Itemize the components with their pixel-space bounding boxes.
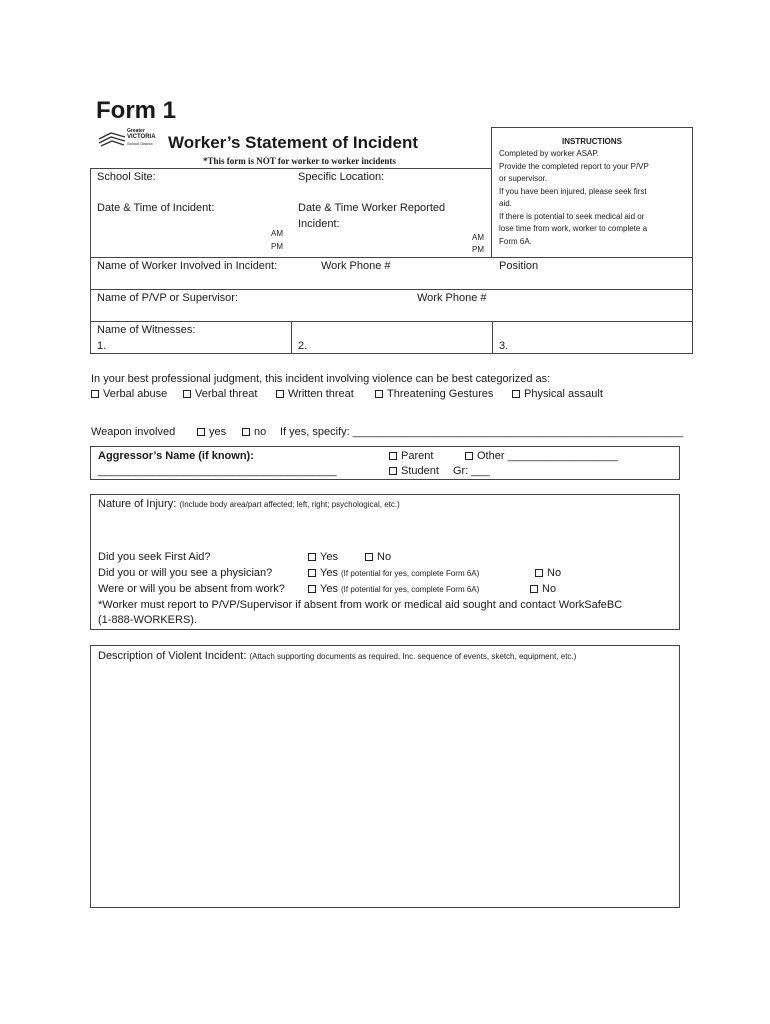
checkbox-label: No (547, 567, 562, 579)
instruction-line: lose time from work, worker to complete a (499, 224, 648, 233)
physical-assault-checkbox[interactable] (512, 388, 603, 401)
grid-line (692, 257, 693, 354)
grid-line (291, 321, 292, 353)
checkbox-icon (308, 553, 316, 561)
verbal-threat-checkbox[interactable] (183, 388, 257, 401)
aggressor-other-checkbox[interactable] (465, 450, 618, 463)
description-field (98, 650, 576, 663)
absent-yes-checkbox[interactable] (308, 583, 479, 596)
checkbox-label: No (377, 551, 392, 563)
checkbox-label: Physical assault (524, 388, 603, 400)
checkbox-icon (375, 390, 383, 398)
weapon-yes-checkbox[interactable] (197, 426, 226, 439)
instruction-line: If you have been injured, please seek first (499, 186, 647, 196)
checkbox-icon (308, 585, 316, 593)
pm-label: PM (271, 242, 283, 251)
specific-location-field[interactable]: Specific Location: (298, 171, 385, 183)
logo-line1: Greater (127, 128, 145, 134)
written-threat-checkbox[interactable] (276, 388, 354, 401)
instructions-text (492, 147, 692, 248)
form-label: Form 1 (96, 97, 177, 124)
checkbox-label: Other __________________ (477, 450, 618, 462)
grid-line (492, 321, 493, 353)
witness-1-field[interactable]: 1. (97, 340, 107, 352)
reported-datetime-field[interactable]: Date & Time Worker Reported (298, 202, 446, 214)
supervisor-name-field[interactable]: Name of P/VP or Supervisor: (97, 292, 239, 304)
grid-line (90, 321, 692, 322)
grid-line (90, 168, 492, 169)
grid-line (90, 257, 692, 258)
checkbox-icon (512, 390, 520, 398)
instruction-line: Form 6A. (499, 236, 532, 246)
aggressor-name-field[interactable]: _______________________________________ (98, 465, 337, 477)
worksafe-note: *Worker must report to P/VP/Supervisor if absent from work or medical aid sought and contact WorkSafeBC (98, 599, 623, 611)
checkbox-icon (365, 553, 373, 561)
grid-line (90, 168, 91, 354)
worker-name-field[interactable]: Name of Worker Involved in Incident: (97, 260, 278, 272)
physician-yes-checkbox[interactable] (308, 567, 479, 580)
first-aid-no-checkbox[interactable] (365, 551, 391, 564)
school-district-logo (97, 128, 161, 150)
checkbox-label: yes (209, 426, 227, 438)
logo-book-icon (97, 129, 127, 149)
absent-question: Were or will you be absent from work? (98, 583, 285, 595)
checkbox-label: Verbal abuse (103, 388, 168, 400)
school-site-field[interactable]: School Site: (97, 171, 156, 183)
worker-phone-field[interactable]: Work Phone # (321, 260, 391, 272)
checkbox-icon (242, 428, 250, 436)
first-aid-question: Did you seek First Aid? (98, 551, 211, 563)
checkbox-icon (465, 452, 473, 460)
checkbox-label: Parent (401, 450, 434, 462)
logo-line2: VICTORIA (127, 134, 156, 140)
first-aid-yes-checkbox[interactable] (308, 551, 338, 564)
witness-2-field[interactable]: 2. (298, 340, 308, 352)
worksafe-phone: (1-888-WORKERS). (98, 614, 198, 626)
instruction-line: or supervisor. (499, 174, 548, 183)
checkbox-label: no (254, 426, 267, 438)
supervisor-phone-field[interactable]: Work Phone # (417, 292, 487, 304)
reported-datetime-field-line2: Incident: (298, 218, 340, 230)
aggressor-student-checkbox[interactable] (389, 465, 439, 478)
description-label: Description of Violent Incident: (98, 650, 247, 662)
witness-3-field[interactable]: 3. (499, 340, 509, 352)
checkbox-label: Written threat (288, 388, 354, 400)
absent-no-checkbox[interactable] (530, 583, 556, 596)
verbal-abuse-checkbox[interactable] (91, 388, 167, 401)
checkbox-label: No (542, 583, 557, 595)
am-label: AM (271, 229, 283, 238)
checkbox-label: Student (401, 465, 439, 477)
instruction-line: If there is potential to seek medical aid or (499, 211, 645, 221)
checkbox-label: Verbal threat (195, 388, 258, 400)
injury-hint: (Include body area/part affected; left, right; psychological, etc.) (179, 500, 400, 509)
grid-line (90, 353, 692, 354)
form-6a-hint: (If potential for yes, complete Form 6A) (341, 585, 480, 594)
checkbox-label: Threatening Gestures (387, 388, 494, 400)
weapon-specify-field[interactable]: If yes, specify: ______________________________________________________ (280, 426, 684, 438)
checkbox-label: Yes (320, 551, 338, 563)
form-note: *This form is NOT for worker to worker incidents (203, 156, 396, 166)
checkbox-icon (535, 569, 543, 577)
instructions-heading: INSTRUCTIONS (562, 137, 622, 146)
incident-datetime-field[interactable]: Date & Time of Incident: (97, 202, 215, 214)
checkbox-label: Yes (320, 583, 338, 595)
description-box[interactable] (90, 645, 680, 908)
threatening-gestures-checkbox[interactable] (375, 388, 493, 401)
categorize-prompt: In your best professional judgment, this incident involving violence can be best categorized as: (91, 373, 551, 385)
position-field[interactable]: Position (499, 260, 539, 272)
injury-label: Nature of Injury: (98, 498, 177, 510)
checkbox-icon (389, 452, 397, 460)
aggressor-label: Aggressor’s Name (if known): (98, 450, 254, 462)
checkbox-icon (530, 585, 538, 593)
form-title: Worker’s Statement of Incident (168, 133, 419, 152)
checkbox-icon (389, 467, 397, 475)
physician-no-checkbox[interactable] (535, 567, 561, 580)
instruction-line: Provide the completed report to your P/VP (499, 161, 649, 171)
instructions-box (491, 127, 693, 258)
checkbox-icon (91, 390, 99, 398)
am-label: AM (472, 233, 484, 242)
checkbox-icon (183, 390, 191, 398)
injury-field[interactable] (98, 498, 400, 511)
checkbox-icon (276, 390, 284, 398)
grid-line (90, 289, 692, 290)
instruction-line: Completed by worker ASAP. (499, 149, 599, 158)
weapon-no-checkbox[interactable] (242, 426, 266, 439)
checkbox-icon (308, 569, 316, 577)
pm-label: PM (472, 245, 484, 254)
weapon-label: Weapon involved (91, 426, 176, 438)
physician-question: Did you or will you see a physician? (98, 567, 273, 579)
witnesses-label: Name of Witnesses: (97, 324, 196, 336)
checkbox-icon (197, 428, 205, 436)
logo-line3: School District (127, 141, 153, 146)
aggressor-parent-checkbox[interactable] (389, 450, 433, 463)
form-6a-hint: (If potential for yes, complete Form 6A) (341, 569, 480, 578)
instruction-line: aid. (499, 199, 512, 208)
description-hint: (Attach supporting documents as required. Inc. sequence of events, sketch, equipment, etc.) (249, 652, 577, 661)
student-grade-field[interactable]: Gr: ___ (453, 465, 490, 477)
checkbox-label: Yes (320, 567, 338, 579)
